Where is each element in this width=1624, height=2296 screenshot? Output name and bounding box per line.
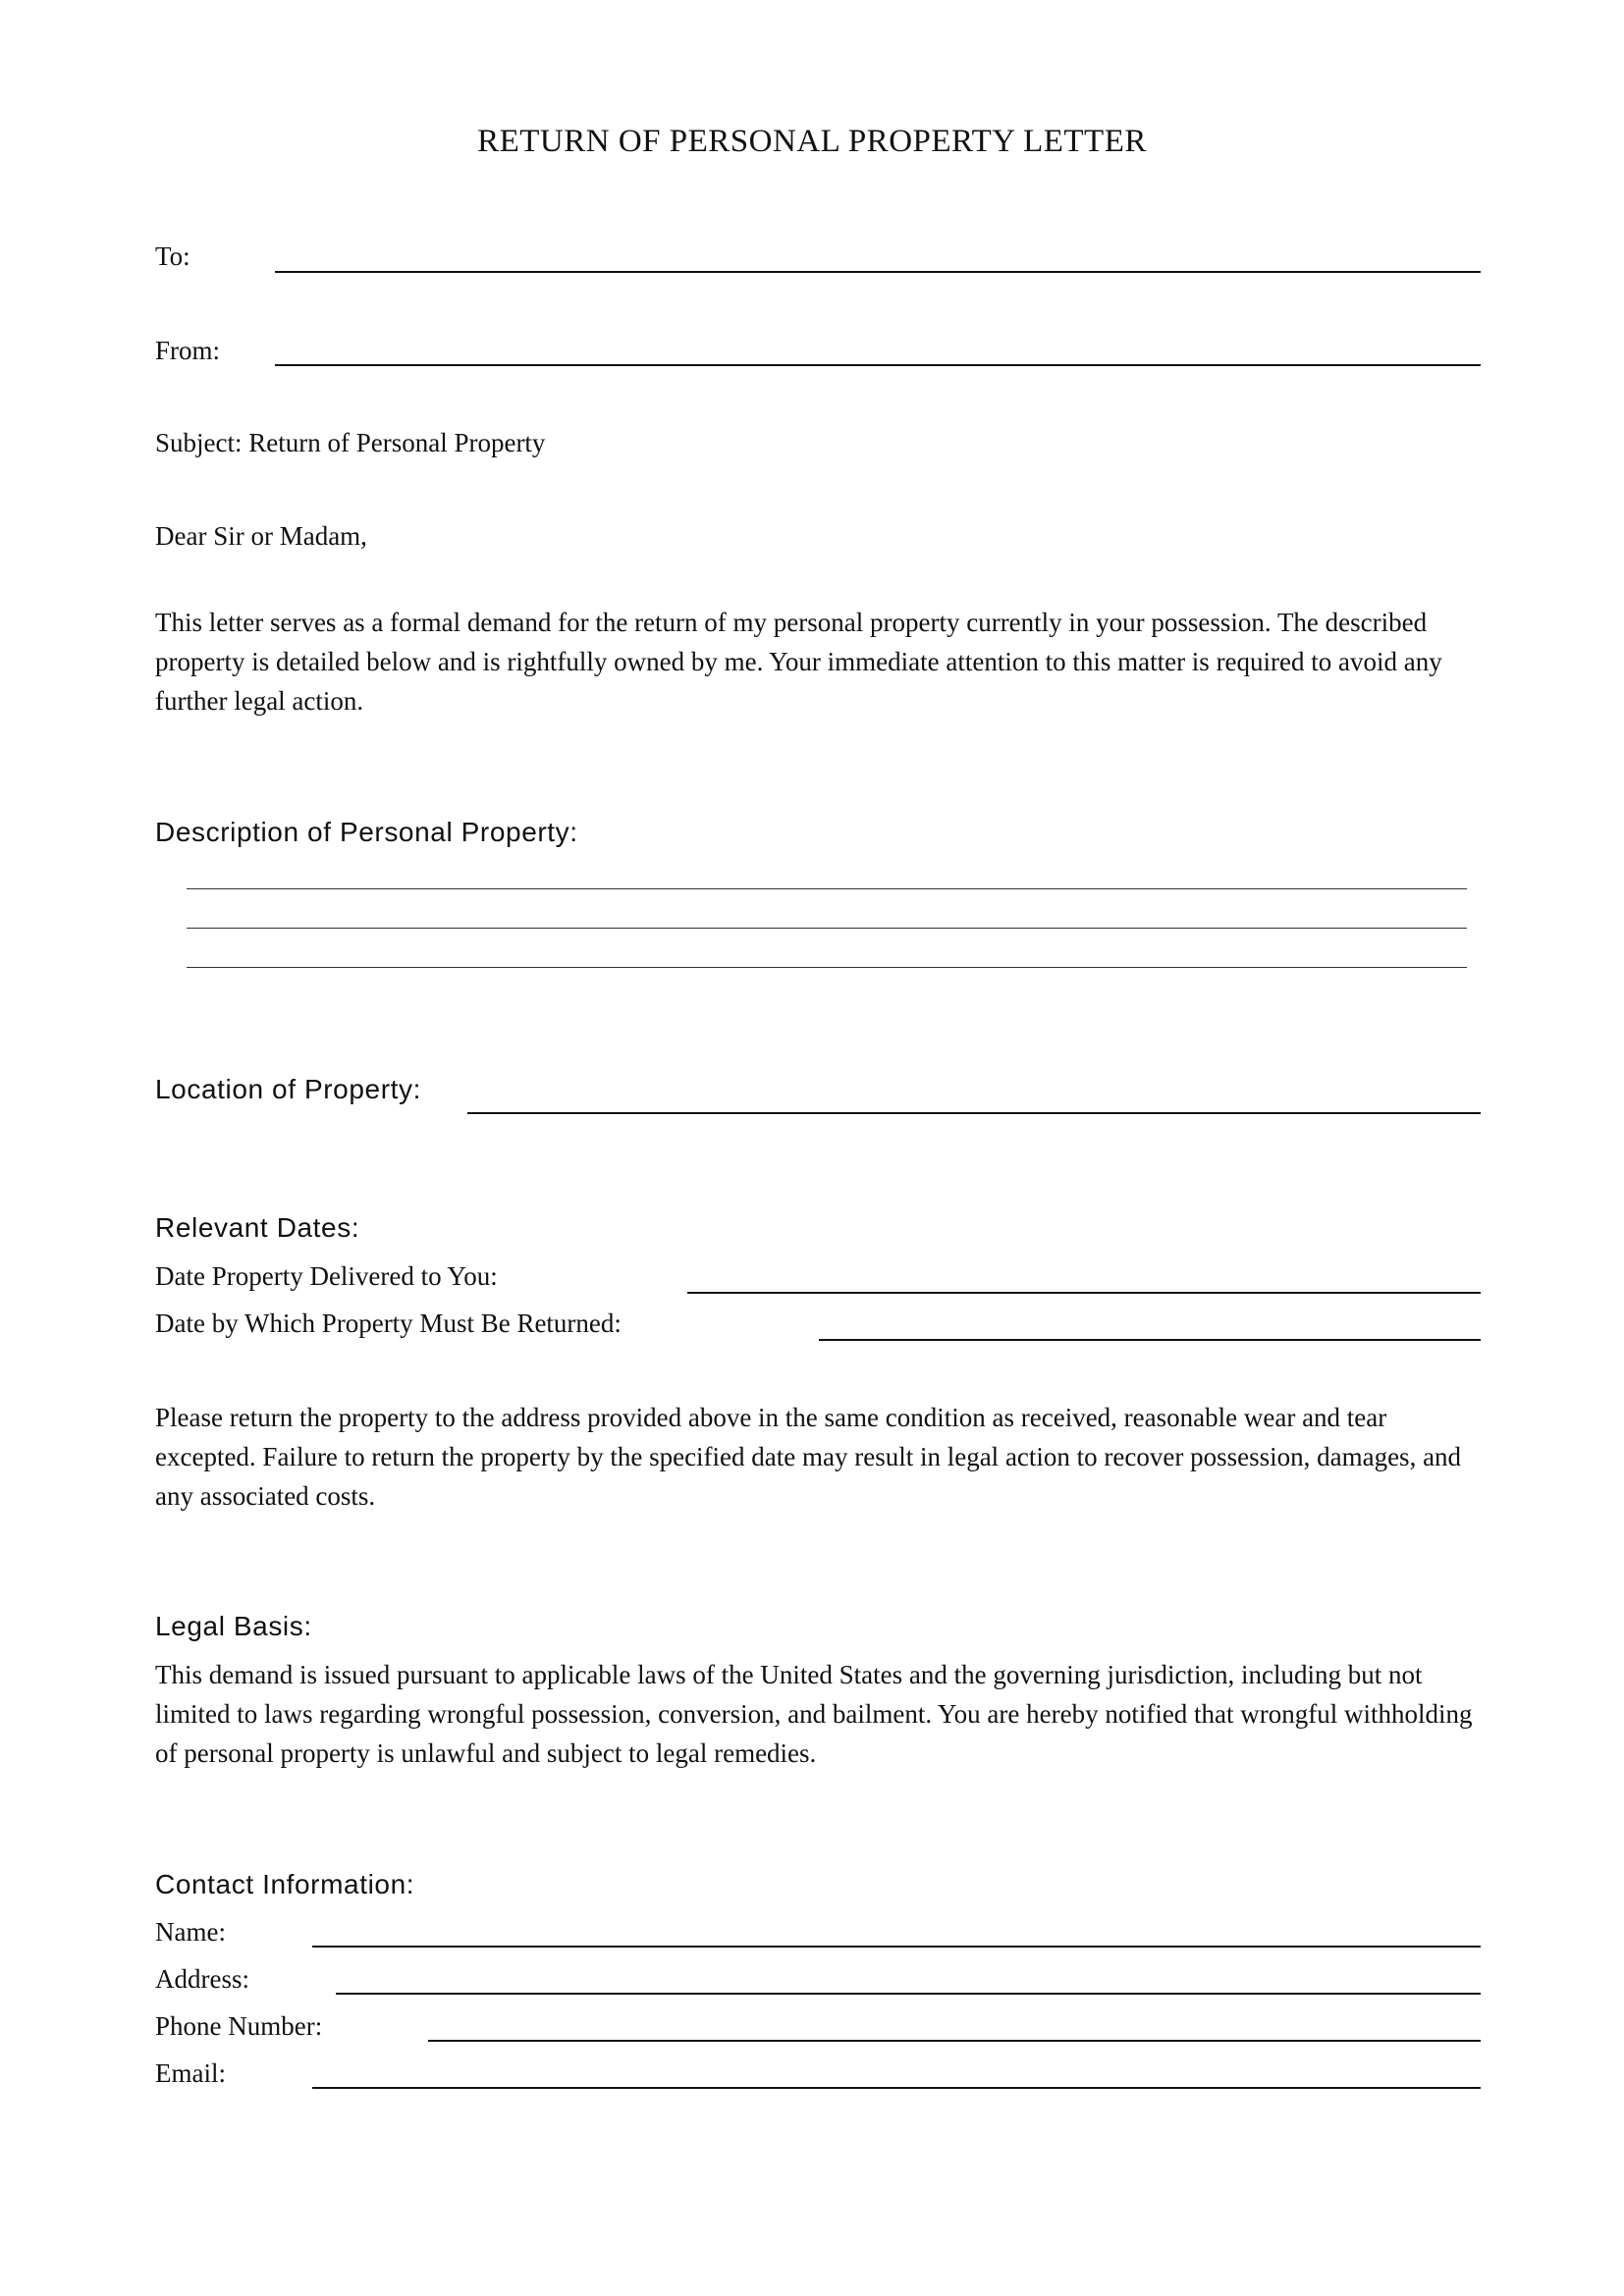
phone-field-line[interactable]: [428, 2040, 1481, 2042]
dates-heading: Relevant Dates:: [155, 1212, 360, 1243]
phone-label: Phone Number:: [155, 2011, 323, 2041]
location-field-line[interactable]: [467, 1112, 1481, 1114]
date-return-label: Date by Which Property Must Be Returned:: [155, 1308, 622, 1338]
email-label: Email:: [155, 2058, 226, 2088]
date-delivered-field-line[interactable]: [687, 1292, 1481, 1294]
legal-paragraph: This demand is issued pursuant to applicable laws of the United States and the governing jurisdiction, including but not limited to laws regarding wrongful possession, conversion, and bailment. You are hereby notified that wrongful withholding of personal property is unlawful and subject to legal remedies.: [155, 1660, 1473, 1768]
to-field-line[interactable]: [275, 271, 1481, 273]
description-line-3[interactable]: [187, 967, 1467, 968]
salutation: Dear Sir or Madam,: [155, 521, 367, 551]
address-field-line[interactable]: [336, 1993, 1481, 1995]
name-label: Name:: [155, 1917, 226, 1947]
legal-heading: Legal Basis:: [155, 1611, 312, 1641]
from-field-line[interactable]: [275, 364, 1481, 366]
contact-heading: Contact Information:: [155, 1869, 415, 1899]
description-line-2[interactable]: [187, 928, 1467, 929]
from-label: From:: [155, 336, 221, 365]
description-line-1[interactable]: [187, 888, 1467, 889]
document-title: RETURN OF PERSONAL PROPERTY LETTER: [477, 124, 1147, 159]
address-label: Address:: [155, 1964, 249, 1994]
name-field-line[interactable]: [312, 1946, 1481, 1948]
return-paragraph: Please return the property to the address provided above in the same condition as received, reasonable wear and tear excepted. Failure to return the property by the specified date may result in legal action to recover possession, damages, and any associated costs.: [155, 1403, 1462, 1511]
location-label: Location of Property:: [155, 1074, 421, 1104]
description-heading: Description of Personal Property:: [155, 817, 578, 847]
date-delivered-label: Date Property Delivered to You:: [155, 1261, 498, 1291]
date-return-field-line[interactable]: [819, 1339, 1481, 1341]
intro-paragraph: This letter serves as a formal demand for the return of my personal property currently in your possession. The described property is detailed below and is rightfully owned by me. Your immediate attention to this matter is required to avoid any further legal action.: [155, 608, 1442, 716]
email-field-line[interactable]: [312, 2087, 1481, 2089]
to-label: To:: [155, 241, 190, 271]
subject-line: Subject: Return of Personal Property: [155, 428, 546, 457]
